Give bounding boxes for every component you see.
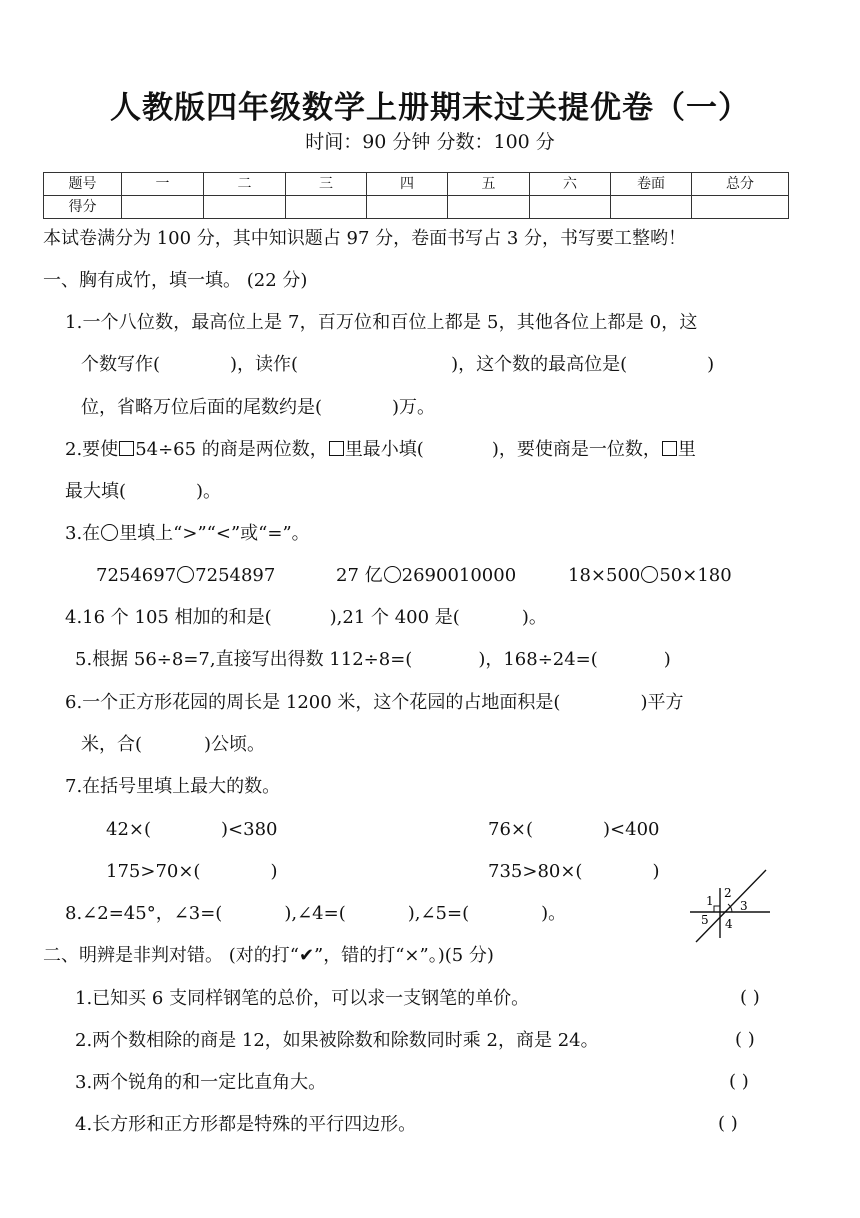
q3-compare-3 <box>568 564 732 588</box>
q7-text: 42×( <box>106 819 152 840</box>
compare-circle-icon[interactable] <box>177 566 194 583</box>
score-table-header-cell: 卷面 <box>611 173 692 196</box>
q1-line1: 1.一个八位数，最高位上是 7，百万位和百位上都是 5，其他各位上都是 0，这 <box>65 312 698 333</box>
q8-text: )。 <box>541 903 567 924</box>
q1-text: )，这个数的最高位是( <box>451 354 628 375</box>
q1-text: 位，省略万位后面的尾数约是( <box>81 397 323 418</box>
q4-text: 4.16 个 105 相加的和是( <box>65 607 272 628</box>
score-table-header-cell: 五 <box>448 173 530 196</box>
q3-right: 2690010000 <box>401 565 517 586</box>
q2-text: 最大填( <box>65 481 127 502</box>
q3-compare-2 <box>336 564 516 588</box>
q7-expr-4 <box>488 860 659 884</box>
q3-left: 18×500 <box>568 565 641 586</box>
section1-heading: 一、胸有成竹，填一填。 (22 分) <box>43 270 308 291</box>
score-table-header-cell: 题号 <box>44 173 122 196</box>
q8-text: ),∠4=( <box>284 903 346 924</box>
score-table-score-row <box>44 196 789 219</box>
q2-text: )。 <box>196 481 222 502</box>
q6-text: 6.一个正方形花园的周长是 1200 米，这个花园的占地面积是( <box>65 692 561 713</box>
exam-intro: 本试卷满分为 100 分，其中知识题占 97 分，卷面书写占 3 分，书写要工整哟！ <box>43 228 687 249</box>
q2-text: 里最小填( <box>344 439 424 460</box>
q7-text: 76×( <box>488 819 534 840</box>
q7-text: ) <box>270 861 278 882</box>
section2-heading: 二、明辨是非判对错。 (对的打“✔”，错的打“×”。)(5 分) <box>43 945 494 966</box>
q7-text: ) <box>652 861 660 882</box>
right-angle-mark <box>714 906 720 912</box>
judge-answer-paren[interactable]: ( ) <box>718 1113 738 1134</box>
q1-line3 <box>81 396 435 420</box>
q1-text: )万。 <box>392 397 436 418</box>
q7-expr-3 <box>106 860 277 884</box>
q1-text: ) <box>707 354 715 375</box>
q1-text: 个数写作( <box>81 354 161 375</box>
q2-text: )，要使商是一位数， <box>491 439 661 460</box>
q3-compare-1 <box>96 564 275 588</box>
q5-text: ) <box>663 649 671 670</box>
score-cell[interactable] <box>122 196 204 219</box>
exam-subtitle: 时间：90 分钟 分数：100 分 <box>305 131 555 153</box>
q3-text: 3.在 <box>65 523 101 544</box>
compare-circle-icon <box>101 524 118 541</box>
compare-circle-icon[interactable] <box>641 566 658 583</box>
judge-item-2: 2.两个数相除的商是 12，如果被除数和除数同时乘 2，商是 24。 <box>75 1030 599 1051</box>
q2-text: 54÷65 的商是两位数， <box>135 439 328 460</box>
q1-text: )，读作( <box>230 354 299 375</box>
score-table-header-row <box>44 173 789 196</box>
q1-line2 <box>81 353 714 377</box>
angle-label: 3 <box>740 899 748 913</box>
q7-line1: 7.在括号里填上最大的数。 <box>65 776 281 797</box>
score-cell[interactable] <box>204 196 286 219</box>
score-cell[interactable] <box>448 196 530 219</box>
angle-label: 1 <box>706 894 714 908</box>
score-cell[interactable] <box>367 196 448 219</box>
score-cell[interactable] <box>286 196 367 219</box>
angle-figure <box>688 862 774 946</box>
compare-circle-icon[interactable] <box>384 566 401 583</box>
score-table-header-cell: 总分 <box>692 173 789 196</box>
q3-text: 里填上“>”“<”或“=”。 <box>119 523 310 544</box>
score-table-header-cell: 一 <box>122 173 204 196</box>
square-box-icon <box>662 441 677 456</box>
q7-text: 735>80×( <box>488 861 583 882</box>
score-cell[interactable] <box>692 196 789 219</box>
judge-answer-paren[interactable]: ( ) <box>735 1029 755 1050</box>
score-table-header-cell: 四 <box>367 173 448 196</box>
exam-title: 人教版四年级数学上册期末过关提优卷（一） <box>110 90 750 126</box>
judge-item-4: 4.长方形和正方形都是特殊的平行四边形。 <box>75 1114 417 1135</box>
q2-line1 <box>65 438 696 462</box>
angle-label: 4 <box>725 917 733 931</box>
q6-line1 <box>65 691 683 715</box>
score-cell[interactable] <box>611 196 692 219</box>
q3-right: 50×180 <box>659 565 732 586</box>
q8-line <box>65 902 566 926</box>
q4-line <box>65 606 547 630</box>
square-box-icon <box>329 441 344 456</box>
q4-text: )。 <box>521 607 547 628</box>
q5-text: )，168÷24=( <box>478 649 598 670</box>
judge-item-3: 3.两个锐角的和一定比直角大。 <box>75 1072 327 1093</box>
q2-line2 <box>65 480 221 504</box>
angle-label: 5 <box>701 913 709 927</box>
q7-text: 175>70×( <box>106 861 201 882</box>
q7-text: )<400 <box>603 819 660 840</box>
q6-text: )平方 <box>640 692 684 713</box>
judge-item-1: 1.已知买 6 支同样钢笔的总价，可以求一支钢笔的单价。 <box>75 988 530 1009</box>
q4-text: ),21 个 400 是( <box>329 607 460 628</box>
q2-text: 2.要使 <box>65 439 119 460</box>
q6-text: )公顷。 <box>204 734 266 755</box>
score-row-label: 得分 <box>44 196 122 219</box>
q6-line2 <box>81 733 265 757</box>
score-cell[interactable] <box>530 196 611 219</box>
q8-text: ),∠5=( <box>407 903 470 924</box>
q3-left: 7254697 <box>96 565 177 586</box>
q5-text: 5.根据 56÷8=7,直接写出得数 112÷8=( <box>75 649 413 670</box>
score-table-header-cell: 二 <box>204 173 286 196</box>
q7-text: )<380 <box>221 819 278 840</box>
q6-text: 米，合( <box>81 734 143 755</box>
q7-expr-1 <box>106 818 277 842</box>
q5-line <box>75 648 671 672</box>
q2-text: 里 <box>677 439 696 460</box>
score-table-header-cell: 三 <box>286 173 367 196</box>
q8-text: 8.∠2=45°，∠3=( <box>65 903 223 924</box>
q3-left: 27 亿 <box>336 565 383 586</box>
judge-answer-paren[interactable]: ( ) <box>729 1071 749 1092</box>
q7-expr-2 <box>488 818 659 842</box>
q3-right: 7254897 <box>195 565 276 586</box>
q3-line1 <box>65 522 310 546</box>
judge-answer-paren[interactable]: ( ) <box>740 987 760 1008</box>
angle-label: 2 <box>724 886 732 900</box>
score-table <box>43 172 789 219</box>
square-box-icon <box>119 441 134 456</box>
score-table-header-cell: 六 <box>530 173 611 196</box>
